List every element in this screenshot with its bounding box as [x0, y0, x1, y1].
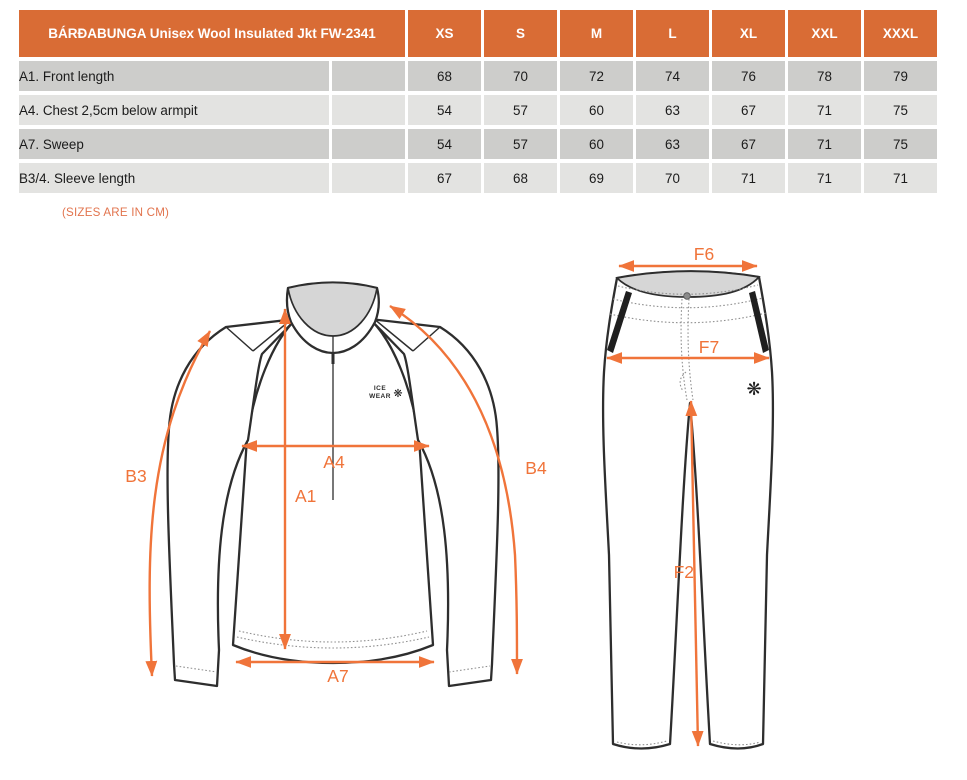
measurement-value-cell: 60 [560, 129, 633, 159]
measurement-value-cell: 67 [712, 95, 785, 125]
measurement-value-cell: 72 [560, 61, 633, 91]
measurement-value-cell: 71 [788, 95, 861, 125]
label-f7: F7 [698, 337, 720, 357]
jacket-diagram [125, 283, 547, 687]
label-f2: F2 [673, 562, 694, 582]
logo-text-line2: WEAR [369, 393, 391, 400]
measurement-value-cell: 67 [712, 129, 785, 159]
measurement-value-cell: 75 [864, 95, 937, 125]
measurement-value-cell: 57 [484, 95, 557, 125]
measurement-value-cell: 57 [484, 129, 557, 159]
measurement-value-cell: 74 [636, 61, 709, 91]
measurement-value-cell: 68 [484, 163, 557, 193]
snowflake-icon: ❋ [393, 387, 403, 400]
measurement-value-cell: 79 [864, 61, 937, 91]
measurement-value-cell: 71 [864, 163, 937, 193]
label-f6: F6 [693, 244, 715, 264]
logo-text-line1: ICE [373, 385, 387, 392]
measurement-value-cell: 71 [712, 163, 785, 193]
size-column-header: XXL [788, 10, 861, 57]
measurement-value-cell: 71 [788, 163, 861, 193]
size-column-header: XL [712, 10, 785, 57]
measurement-value-cell: 69 [560, 163, 633, 193]
measurement-value-cell: 75 [864, 129, 937, 159]
snowflake-icon: ❋ [746, 379, 762, 400]
measurement-value-cell: 67 [408, 163, 481, 193]
measurement-label-cell: B3/4. Sleeve length [19, 163, 329, 193]
measurement-value-cell: 60 [560, 95, 633, 125]
measurement-label-cell: A7. Sweep [19, 129, 329, 159]
size-column-header: S [484, 10, 557, 57]
size-column-header: M [560, 10, 633, 57]
measurement-value-cell: 76 [712, 61, 785, 91]
label-b4: B4 [525, 458, 547, 478]
measurement-value-cell: 54 [408, 129, 481, 159]
measurement-value-cell: 68 [408, 61, 481, 91]
sizes-unit-note: (SIZES ARE IN CM) [62, 206, 170, 219]
pants-body [603, 271, 773, 748]
size-column-header: L [636, 10, 709, 57]
label-a4: A4 [323, 452, 345, 472]
measurement-value-cell: 78 [788, 61, 861, 91]
measurement-label-cell: A4. Chest 2,5cm below armpit [19, 95, 329, 125]
measurement-value-cell: 54 [408, 95, 481, 125]
waist-button [684, 293, 691, 300]
pants-diagram [603, 244, 773, 749]
size-column-header: XXXL [864, 10, 937, 57]
label-a7: A7 [327, 666, 349, 686]
icewear-logo [369, 385, 403, 400]
measurement-value-cell: 63 [636, 95, 709, 125]
measurement-value-cell: 70 [484, 61, 557, 91]
label-a1: A1 [295, 486, 317, 506]
size-column-header: XS [408, 10, 481, 57]
measurement-value-cell: 70 [636, 163, 709, 193]
measurement-value-cell: 71 [788, 129, 861, 159]
product-title-cell: BÁRÐABUNGA Unisex Wool Insulated Jkt FW-2341 [19, 10, 405, 57]
label-b3: B3 [125, 466, 147, 486]
measurement-value-cell: 63 [636, 129, 709, 159]
measurement-label-cell: A1. Front length [19, 61, 329, 91]
